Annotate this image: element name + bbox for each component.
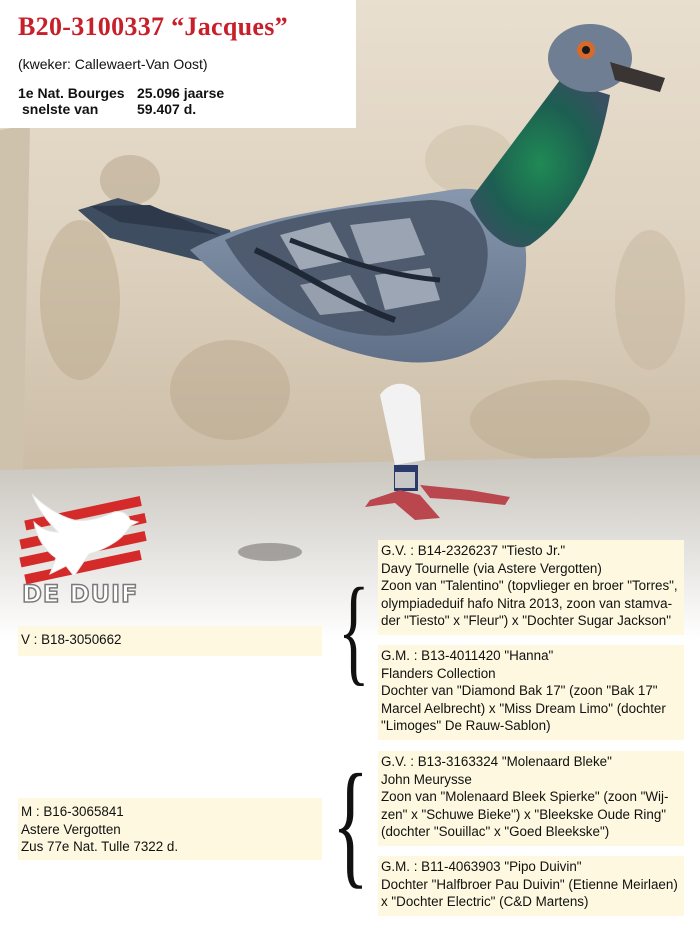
result-label-2: snelste van: [22, 101, 99, 117]
gf-mother-line-1: G.V. : B13-3163324 "Molenaard Bleke": [381, 754, 612, 769]
gf-mother-line-4: zen" x "Schuwe Bieke") x "Bleekske Oude Ring": [381, 806, 667, 822]
mother-box: [18, 798, 322, 860]
gm-father-line-2: Flanders Collection: [381, 665, 496, 681]
mother-line-3: Zus 77e Nat. Tulle 7322 d.: [21, 839, 179, 854]
result-value-2: 59.407 d.: [137, 101, 197, 117]
father-brace: {: [338, 563, 370, 696]
header-panel: [0, 0, 356, 128]
gf-father-line-2: Davy Tournelle (via Astere Vergotten): [381, 560, 602, 576]
gf-mother-line-3: Zoon van "Molenaard Bleek Spierke" (zoon "Wij-: [381, 789, 669, 804]
grandmother-maternal-box: [378, 856, 684, 916]
gf-father-line-1: G.V. : B14-2326237 "Tiesto Jr.": [381, 543, 566, 558]
gf-mother-line-5: (dochter "Souillac" x "Goed Bleekske"): [381, 824, 610, 839]
gm-mother-line-3: x "Dochter Electric" (C&D Martens): [381, 894, 589, 909]
gf-father-line-3: Zoon van "Talentino" (topvlieger en broer "Torres",: [381, 578, 678, 593]
mother-line-2: Astere Vergotten: [21, 821, 121, 837]
result-value-1: 25.096 jaarse: [137, 85, 225, 101]
gm-father-line-4: Marcel Aelbrecht) x "Miss Dream Limo" (dochter: [381, 700, 666, 716]
mother-line-1: M : B16-3065841: [21, 804, 124, 819]
gm-father-line-5: "Limoges" De Rauw-Sablon): [381, 718, 551, 733]
grandfather-maternal-box: [378, 751, 684, 846]
de-duif-logo: [14, 488, 154, 613]
mother-brace: {: [332, 746, 369, 901]
gm-father-line-1: G.M. : B13-4011420 "Hanna": [381, 648, 554, 663]
gm-mother-line-1: G.M. : B11-4063903 "Pipo Duivin": [381, 859, 582, 874]
gf-father-line-5: der "Tiesto" x "Fleur") x "Dochter Sugar Jackson": [381, 613, 671, 628]
gm-father-line-3: Dochter van "Diamond Bak 17" (zoon "Bak 17": [381, 683, 658, 698]
pigeon-title: B20-3100337 “Jacques”: [18, 12, 288, 41]
father-line-1: V : B18-3050662: [21, 632, 122, 647]
grandfather-paternal-box: [378, 540, 684, 635]
gf-mother-line-2: John Meurysse: [381, 771, 472, 787]
logo-text: DE DUIF: [22, 580, 139, 608]
gf-father-line-4: olympiadeduif hafo Nitra 2013, zoon van stamva-: [381, 595, 673, 611]
result-label-1: 1e Nat. Bourges: [18, 85, 125, 101]
father-box: [18, 626, 322, 656]
breeder-text: (kweker: Callewaert-Van Oost): [18, 56, 208, 72]
grandmother-paternal-box: [378, 645, 684, 740]
gm-mother-line-2: Dochter "Halfbroer Pau Duivin" (Etienne Meirlaen): [381, 876, 678, 892]
